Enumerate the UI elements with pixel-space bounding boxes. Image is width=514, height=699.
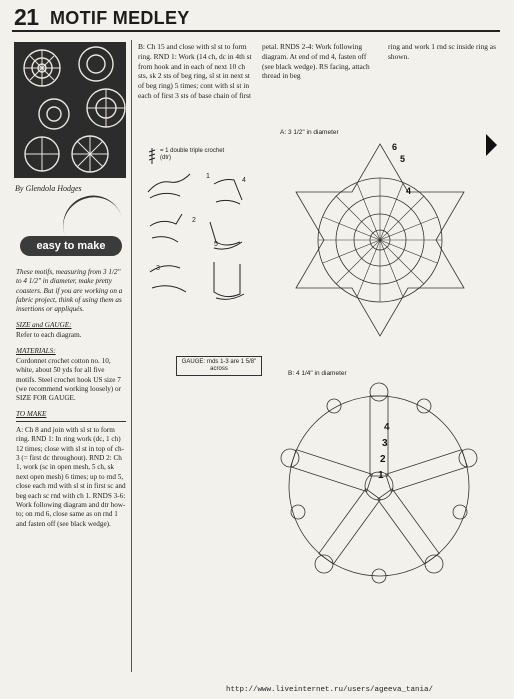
easy-to-make-badge: easy to make [20, 236, 122, 256]
page-title: MOTIF MEDLEY [50, 8, 190, 28]
diagram-a-label: A: 3 1/2" in diameter [280, 129, 339, 136]
round-mark: 5 [400, 154, 406, 164]
size-heading: SIZE and GAUGE: [16, 320, 72, 329]
gauge-note: GAUGE: rnds 1-3 are 1 5/8" across [176, 356, 262, 376]
motif-photo [14, 42, 126, 178]
source-url-watermark: http://www.liveinternet.ru/users/ageeva_tania/ [226, 686, 434, 694]
left-column [16, 268, 126, 535]
step-number: 2 [192, 217, 196, 224]
intro-text: These motifs, measuring from 3 1/2" to 4 1/2" in diameter, make pretty coasters. But if you are working on a fabric project, think of using them as insertions or appliqués. [16, 268, 123, 314]
round-mark: 3 [382, 438, 388, 449]
next-page-arrow-icon [486, 134, 497, 156]
to-make-text: A: Ch 8 and join with sl st to form ring. RND 1: In ring work (dc, 1 ch) 12 times; close with sl st in top of ch-3 (= first dc throughout). RND 2: Ch 1, work (sc in open mesh, 5 ch, sk next open mesh) 6 times; up to rnd 5, close each rnd with sl st in first sc and beg each sc rnd with ch 1. RNDS 3-6: Work following diagram and dtr how-to; on rnd 6, close same as on rnd 1 and fasten off (see black wedge). [16, 426, 126, 528]
step-number: 1 [206, 173, 210, 180]
byline: By Glendola Hodges [15, 184, 82, 193]
round-mark: 1 [378, 470, 384, 481]
materials-text: Cordonnet crochet cotton no. 10, white, about 50 yds for all five motifs. Steel crochet hook US size 7 (we recommend working loosely) or SIZE FOR GAUGE. [16, 356, 121, 403]
step-number: 3 [156, 265, 160, 272]
round-mark: 6 [392, 142, 398, 152]
diagram-b-label: B: 4 1/4" in diameter [288, 370, 347, 377]
round-mark: 4 [384, 422, 390, 433]
step-number: 5 [214, 241, 218, 248]
diagram-b-chart [274, 380, 484, 676]
column-divider [131, 40, 132, 672]
text-column-1: B: Ch 15 and close with sl st to form ring. RND 1: Work (14 ch, dc in 4th st from hook and in each of next 10 ch sts, sk 2 sts of beg ring, sl st in next st of beg ring) 5 times; cont with sl st in each of first 3 sts of base chain of first [138, 42, 252, 100]
header-rule [12, 30, 500, 32]
text-column-2: petal. RNDS 2-4: Work following diagram. At end of rnd 4, fasten off (see black wedge). RS facing, attach thread in beg [262, 42, 370, 81]
dtr-legend: = 1 double triple crochet (dtr) [160, 148, 225, 162]
size-text: Refer to each diagram. [16, 331, 82, 340]
round-mark: 2 [380, 454, 386, 465]
to-make-heading: TO MAKE [16, 409, 47, 418]
pattern-number: 21 [14, 4, 39, 30]
materials-heading: MATERIALS: [16, 346, 56, 355]
round-mark: 4 [406, 186, 412, 196]
motif-photo-image [14, 42, 126, 178]
text-column-3: ring and work 1 rnd sc inside ring as shown. [388, 42, 496, 61]
diagram-a-chart [282, 140, 478, 340]
dtr-howto-illustration [144, 142, 254, 304]
step-number: 4 [242, 177, 246, 184]
section-rule [16, 421, 126, 422]
